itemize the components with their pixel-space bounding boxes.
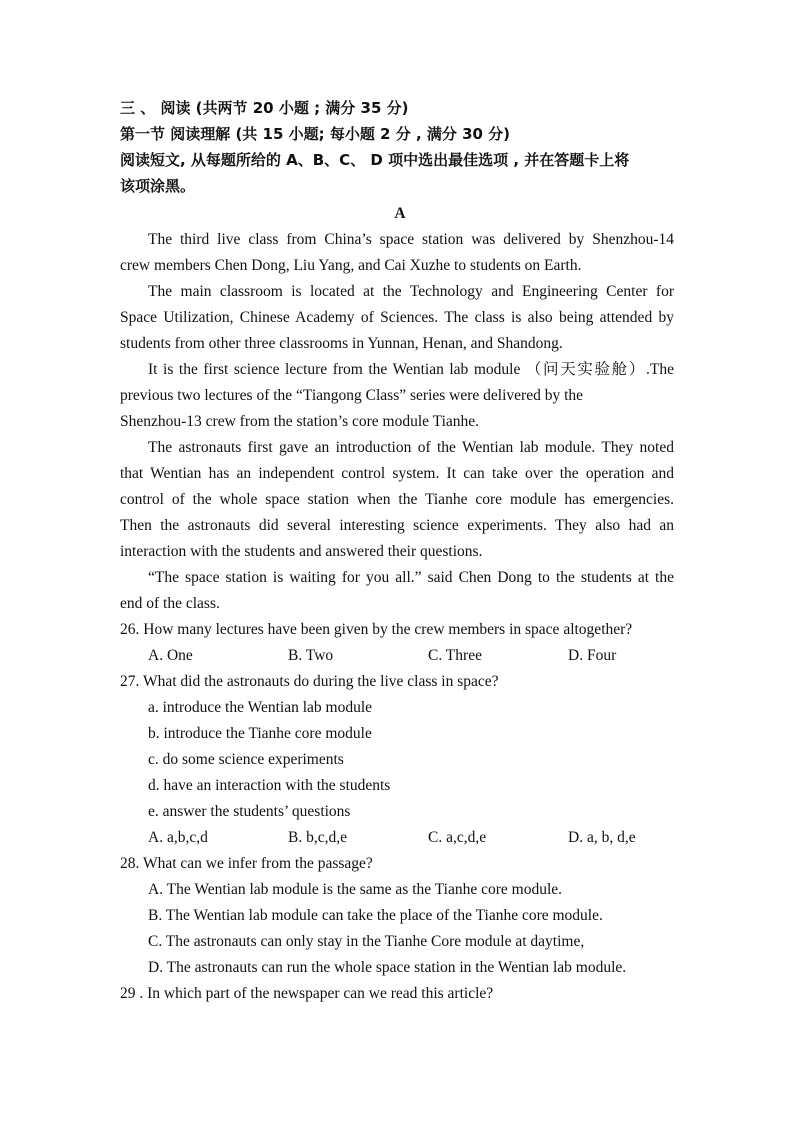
passage-line: “The space station is waiting for you all.” said Chen Dong to the students at the: [148, 569, 674, 586]
q28-option-b: B. The Wentian lab module can take the place of the Tianhe core module.: [148, 907, 603, 924]
passage-line: The main classroom is located at the Technology and Engineering Center for: [148, 283, 674, 300]
section-title: 三 、 阅读 (共两节 20 小题 ; 满分 35 分): [120, 99, 409, 117]
passage-line: Shenzhou-13 crew from the station’s core module Tianhe.: [120, 413, 480, 430]
q28-option-a: A. The Wentian lab module is the same as the Tianhe core module.: [148, 881, 563, 898]
passage-line: crew members Chen Dong, Liu Yang, and Cai Xuzhe to students on Earth.: [120, 257, 582, 274]
q28-option-c: C. The astronauts can only stay in the Tianhe Core module at daytime,: [148, 933, 585, 950]
q26-option-b: B. Two: [288, 647, 334, 664]
passage-label: A: [394, 205, 406, 222]
q27-option-a: A. a,b,c,d: [148, 829, 208, 846]
q28-option-d: D. The astronauts can run the whole space station in the Wentian lab module.: [148, 959, 627, 976]
passage-line: The third live class from China’s space station was delivered by Shenzhou-14: [148, 231, 674, 248]
question-26-stem: 26. How many lectures have been given by the crew members in space altogether?: [120, 621, 633, 638]
passage-line: It is the first science lecture from the Wentian lab module （问天实验舱）.The: [148, 361, 674, 378]
passage-line: The astronauts first gave an introduction of the Wentian lab module. They noted: [148, 439, 674, 456]
q27-item-b: b. introduce the Tianhe core module: [148, 725, 372, 742]
q27-option-c: C. a,c,d,e: [428, 829, 487, 846]
question-28-stem: 28. What can we infer from the passage?: [120, 855, 373, 872]
question-29-stem: 29 . In which part of the newspaper can we read this article?: [120, 985, 494, 1002]
passage-line: students from other three classrooms in Yunnan, Henan, and Shandong.: [120, 335, 563, 352]
q26-option-c: C. Three: [428, 647, 482, 664]
part-title: 第一节 阅读理解 (共 15 小题; 每小题 2 分 , 满分 30 分): [120, 125, 511, 143]
question-27-stem: 27. What did the astronauts do during the live class in space?: [120, 673, 499, 690]
q26-option-a: A. One: [148, 647, 193, 664]
q27-item-c: c. do some science experiments: [148, 751, 344, 768]
q27-option-b: B. b,c,d,e: [288, 829, 347, 846]
q26-option-d: D. Four: [568, 647, 617, 664]
passage-line: previous two lectures of the “Tiangong Class” series were delivered by the: [120, 387, 584, 404]
q27-item-d: d. have an interaction with the students: [148, 777, 391, 794]
instruction-line-2: 该项涂黑。: [120, 177, 196, 195]
passage-line: Space Utilization, Chinese Academy of Sciences. The class is also being attended by: [120, 309, 674, 326]
q27-option-d: D. a, b, d,e: [568, 829, 636, 846]
q27-item-e: e. answer the students’ questions: [148, 803, 351, 820]
passage-line: control of the whole space station when the Tianhe core module has emergencies.: [120, 491, 674, 508]
instruction-line-1: 阅读短文, 从每题所给的 A、B、C、 D 项中选出最佳选项 , 并在答题卡上将: [120, 151, 630, 169]
passage-line: that Wentian has an independent control system. It can take over the operation and: [120, 465, 674, 482]
q27-item-a: a. introduce the Wentian lab module: [148, 699, 373, 716]
passage-line: Then the astronauts did several interesting science experiments. They also had an: [120, 517, 674, 534]
passage-line: interaction with the students and answered their questions.: [120, 543, 483, 560]
passage-line: end of the class.: [120, 595, 220, 612]
